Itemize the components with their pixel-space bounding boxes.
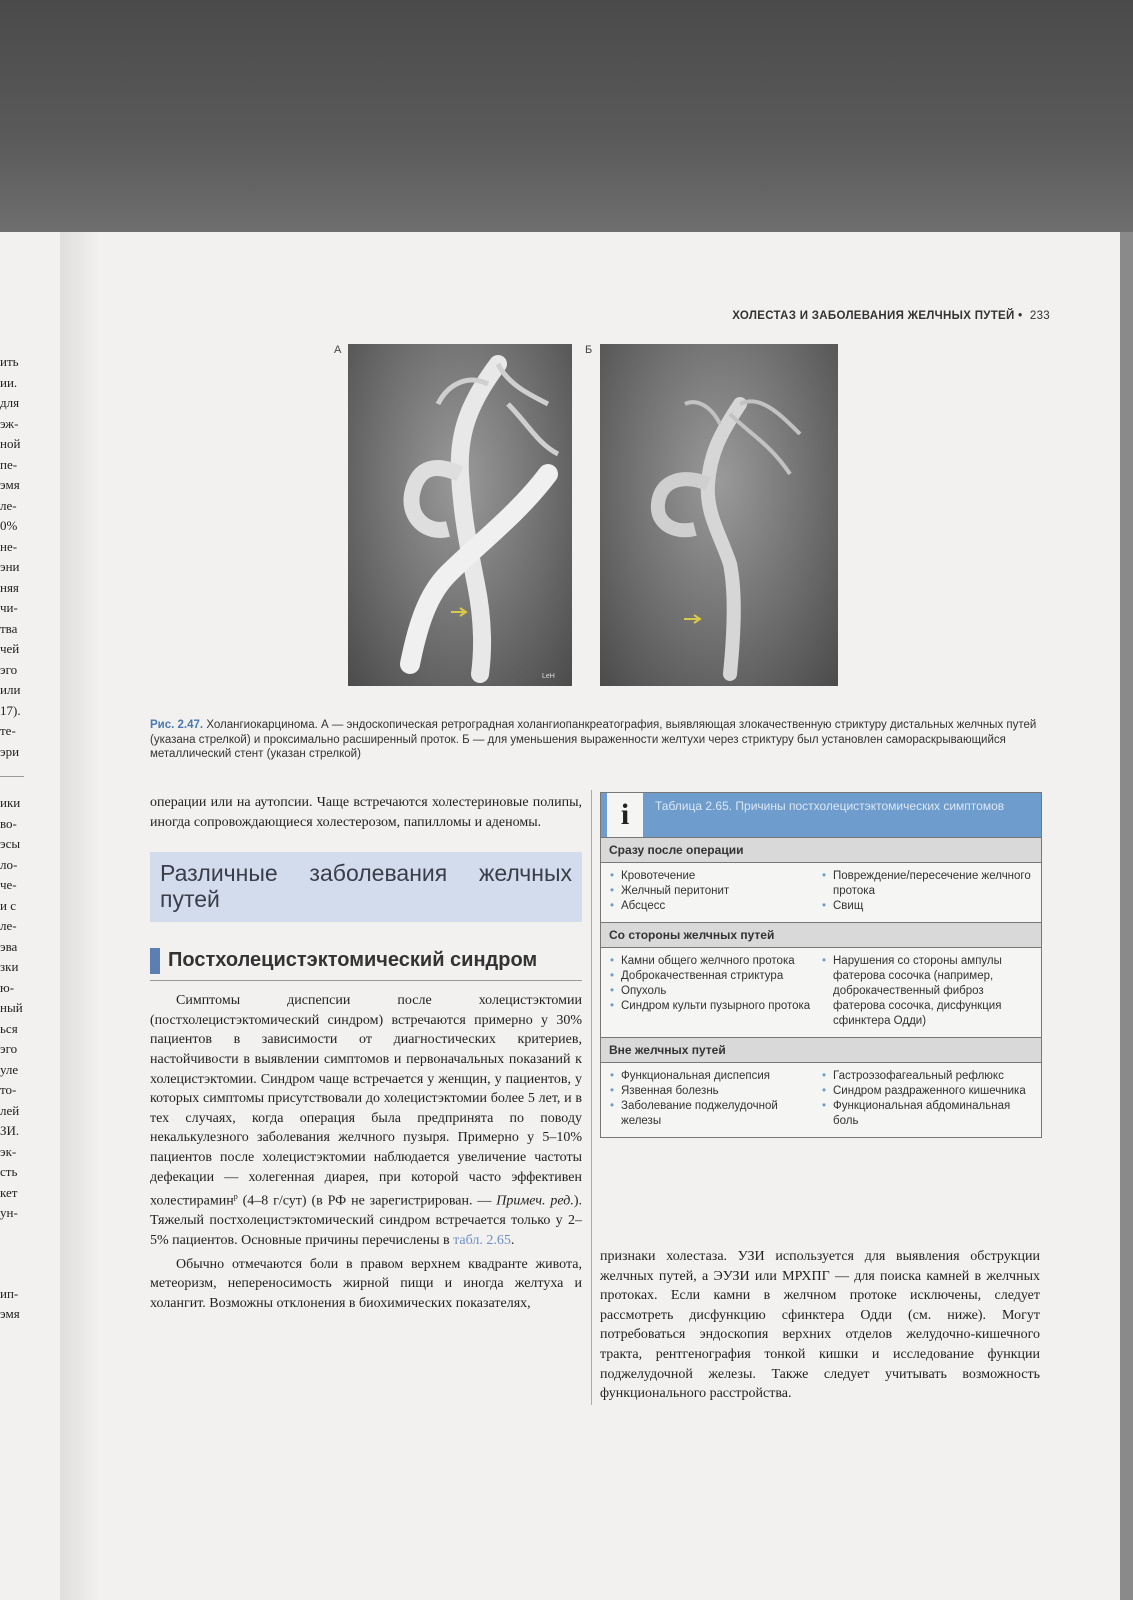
left-page-fragment: эсы <box>0 836 21 851</box>
table-section-body <box>601 1062 1041 1137</box>
table-cause-list <box>821 954 1033 1029</box>
p1-text: Симптомы диспепсии после холецистэктомии (постхолецистэктомический синдром) встречаются примерно у 30% пациентов в зависимости от диагностических критериев, настойчивости в выявлении симптомов и первоначальных показаний к холецистэктомии. Синдром чаще встречается у женщин, у пациентов, у которых симптомы присутствовали до холецистэктомии более 5 лет, и в тех случаях, когда операция была предпринята по поводу некалькулезного заболевания желчного пузыря. Примерно у 5–10% пациентов после холецистэктомии наблюдается увеличение частоты дефекации — холегенная диарея, при которой часто эффективен холестирамин <box>150 993 582 1209</box>
left-page-fragment: ип- <box>0 1285 19 1301</box>
table-header <box>601 793 1041 837</box>
left-page-fragment: эж- <box>0 415 19 431</box>
table-cause-item: • Кровотечение <box>609 869 821 884</box>
table-cause-list <box>609 869 821 914</box>
left-page-fragment: пе- <box>0 456 18 472</box>
left-page-fragment: ю- <box>0 979 15 995</box>
xray-image-a <box>348 344 572 686</box>
p1-sup: р <box>233 1192 238 1202</box>
left-page-fragment: ики <box>0 795 21 810</box>
table-cause-list <box>609 1069 821 1129</box>
running-head-sep: • <box>1018 310 1023 322</box>
left-page-fragment: 0% <box>0 518 18 533</box>
figure-label-b: Б <box>585 344 593 356</box>
left-page-fragment: эго <box>0 661 18 677</box>
gutter-shadow <box>60 232 100 1600</box>
table-cause-item: • Повреждение/пересечение желчного протока <box>821 869 1033 899</box>
left-page-fragment: эмя <box>0 477 20 492</box>
table-cause-item: • Заболевание поджелудочной железы <box>609 1099 821 1129</box>
table-cause-item: • Камни общего желчного протока <box>609 954 821 969</box>
left-page-fragment: эго <box>0 1041 18 1056</box>
left-page-fragment: чи- <box>0 600 18 615</box>
table-section-header: Вне желчных путей <box>601 1037 1041 1062</box>
left-page-fragment: ной <box>0 436 21 451</box>
left-page-fragment: ься <box>0 1020 18 1036</box>
table-cause-item: • Гастроэзофагеальный рефлюкс <box>821 1069 1033 1084</box>
xray-image-b <box>600 344 838 686</box>
left-page-fragment: ЗИ. <box>0 1123 20 1138</box>
left-page-fragment: ный <box>0 1000 23 1015</box>
p1-after: ). Тяжелый постхолецистэктомический синдром встречается только у 2–5% пациентов. Основные причины перечислены в <box>150 1193 582 1248</box>
table-cause-item: • Язвенная болезнь <box>609 1084 821 1099</box>
column-divider <box>591 790 592 1405</box>
table-cause-item: • Желчный перитонит <box>609 884 821 899</box>
left-page-fragment: няя <box>0 579 19 595</box>
table-section-header: Сразу после операции <box>601 837 1041 862</box>
table-section-body <box>601 947 1041 1037</box>
left-page-fragment: эк- <box>0 1143 17 1159</box>
paragraph-2: Обычно отмечаются боли в правом верхнем квадранте живота, метеоризм, непереносимость жирной пищи и иногда желтуха и холангит. Возможны отклонения в биохимических показателях, <box>150 1256 582 1311</box>
left-page-fragment: или <box>0 682 21 697</box>
left-page-fragment: тва <box>0 620 18 636</box>
figure-caption <box>150 718 1050 762</box>
page-number: 233 <box>1029 310 1050 322</box>
left-page-fragment: сть <box>0 1164 18 1179</box>
section-title: Различные заболевания желчных путей <box>150 852 582 922</box>
left-column <box>150 793 582 1313</box>
table-cause-list <box>821 869 1033 914</box>
table-cause-item: • Нарушения со стороны ампулы фатерова сосочка (например, доброкачественный фиброз фатерова сосочка, дисфункция сфинктера Одди) <box>821 954 1033 1029</box>
table-link[interactable]: табл. 2.65 <box>453 1232 511 1248</box>
left-page-fragment: и с <box>0 897 16 913</box>
table-title: Таблица 2.65. Причины постхолецистэктомических симптомов <box>655 799 1005 813</box>
subsection-heading <box>150 948 582 981</box>
table-rows <box>601 837 1041 1137</box>
left-page-fragment: во- <box>0 815 17 831</box>
table-cause-item: • Функциональная абдоминальная боль <box>821 1099 1033 1129</box>
left-page-fragment: чей <box>0 641 20 656</box>
intro-paragraph: операции или на аутопсии. Чаще встречаются холестериновые полипы, иногда сопровождающиеся холестерозом, папилломы и аденомы. <box>150 795 582 830</box>
left-page-fragment: ле- <box>0 497 17 513</box>
table-cause-item: • Функциональная диспепсия <box>609 1069 821 1084</box>
left-page-fragment: для <box>0 395 20 410</box>
figure-label-a: А <box>334 344 342 356</box>
figure-caption-text: Холангиокарцинома. А — эндоскопическая ретроградная холангиопанкреатография, выявляющая злокачественную стриктуру дистальных желчных путей (указана стрелкой) и проксимально расширенный проток. Б — для уменьшения выраженности желтухи через стриктуру был установлен самораскрывающийся металлический стент (указан стрелкой) <box>150 719 1037 760</box>
left-page-fragment: то- <box>0 1082 17 1097</box>
left-page-rule <box>0 776 24 777</box>
paragraph-1 <box>150 991 582 1250</box>
left-page-fragment: уле <box>0 1061 19 1077</box>
table-cause-item: • Синдром культи пузырного протока <box>609 999 821 1014</box>
left-page-fragment: 17). <box>0 702 21 718</box>
left-page-fragment: лей <box>0 1102 20 1118</box>
table-cause-item: • Доброкачественная стриктура <box>609 969 821 984</box>
left-page-fragment: ить <box>0 354 19 369</box>
xray-marker: LeH <box>542 673 555 680</box>
subsection-bar <box>150 948 160 974</box>
left-page-fragment: эри <box>0 743 20 759</box>
left-page-fragment: ун- <box>0 1205 18 1220</box>
table-cause-item: • Свищ <box>821 899 1033 914</box>
left-page-fragment: зки <box>0 959 19 974</box>
table-cause-item: • Синдром раздраженного кишечника <box>821 1084 1033 1099</box>
p1-mid: (4–8 г/сут) (в РФ не зарегистрирован. — <box>237 1193 497 1209</box>
left-page-fragment: ло- <box>0 856 18 872</box>
table-section-header: Со стороны желчных путей <box>601 922 1041 947</box>
left-page-fragments <box>0 352 36 1325</box>
table-2-65 <box>600 792 1042 1138</box>
right-paragraph: признаки холестаза. УЗИ используется для выявления обструкции желчных путей, а ЭУЗИ или МРХПГ — для поиска камней в желчных протоках. Если камни в желчном протоке исключены, следует рассмотреть дисфункцию сфинктера Одди (см. ниже). Могут потребоваться эндоскопия верхних отделов желудочно-кишечного тракта, рентгенография тонкой кишки и исследование функции поджелудочной железы. Также следует учитывать возможность функционального расстройства. <box>600 1249 1040 1402</box>
figure-number: Рис. 2.47. <box>150 719 204 731</box>
table-cause-item: • Абсцесс <box>609 899 821 914</box>
left-page-fragment: ии. <box>0 374 18 390</box>
left-page-fragment: эва <box>0 938 18 954</box>
info-icon: i <box>607 793 643 837</box>
left-page-fragment: те- <box>0 723 16 738</box>
dark-background <box>0 0 1133 232</box>
left-page-fragment: кет <box>0 1184 18 1200</box>
left-page-fragment: че- <box>0 877 17 892</box>
left-page-fragment: ле- <box>0 918 17 933</box>
editor-note: Примеч. ред. <box>496 1193 574 1209</box>
table-section-body <box>601 862 1041 922</box>
subsection-title: Постхолецистэктомический синдром <box>168 949 538 972</box>
left-page-fragment: эмя <box>0 1306 20 1321</box>
right-column <box>600 1247 1040 1404</box>
running-head-title: ХОЛЕСТАЗ И ЗАБОЛЕВАНИЯ ЖЕЛЧНЫХ ПУТЕЙ <box>732 310 1015 322</box>
p1-end: . <box>510 1232 515 1248</box>
left-page-fragment: не- <box>0 538 18 554</box>
table-cause-list <box>609 954 821 1029</box>
running-head <box>600 310 1050 322</box>
table-cause-item: • Опухоль <box>609 984 821 999</box>
xray-a-drawing <box>348 344 572 686</box>
left-page-fragment: эни <box>0 559 20 574</box>
xray-b-drawing <box>600 344 838 686</box>
table-cause-list <box>821 1069 1033 1129</box>
